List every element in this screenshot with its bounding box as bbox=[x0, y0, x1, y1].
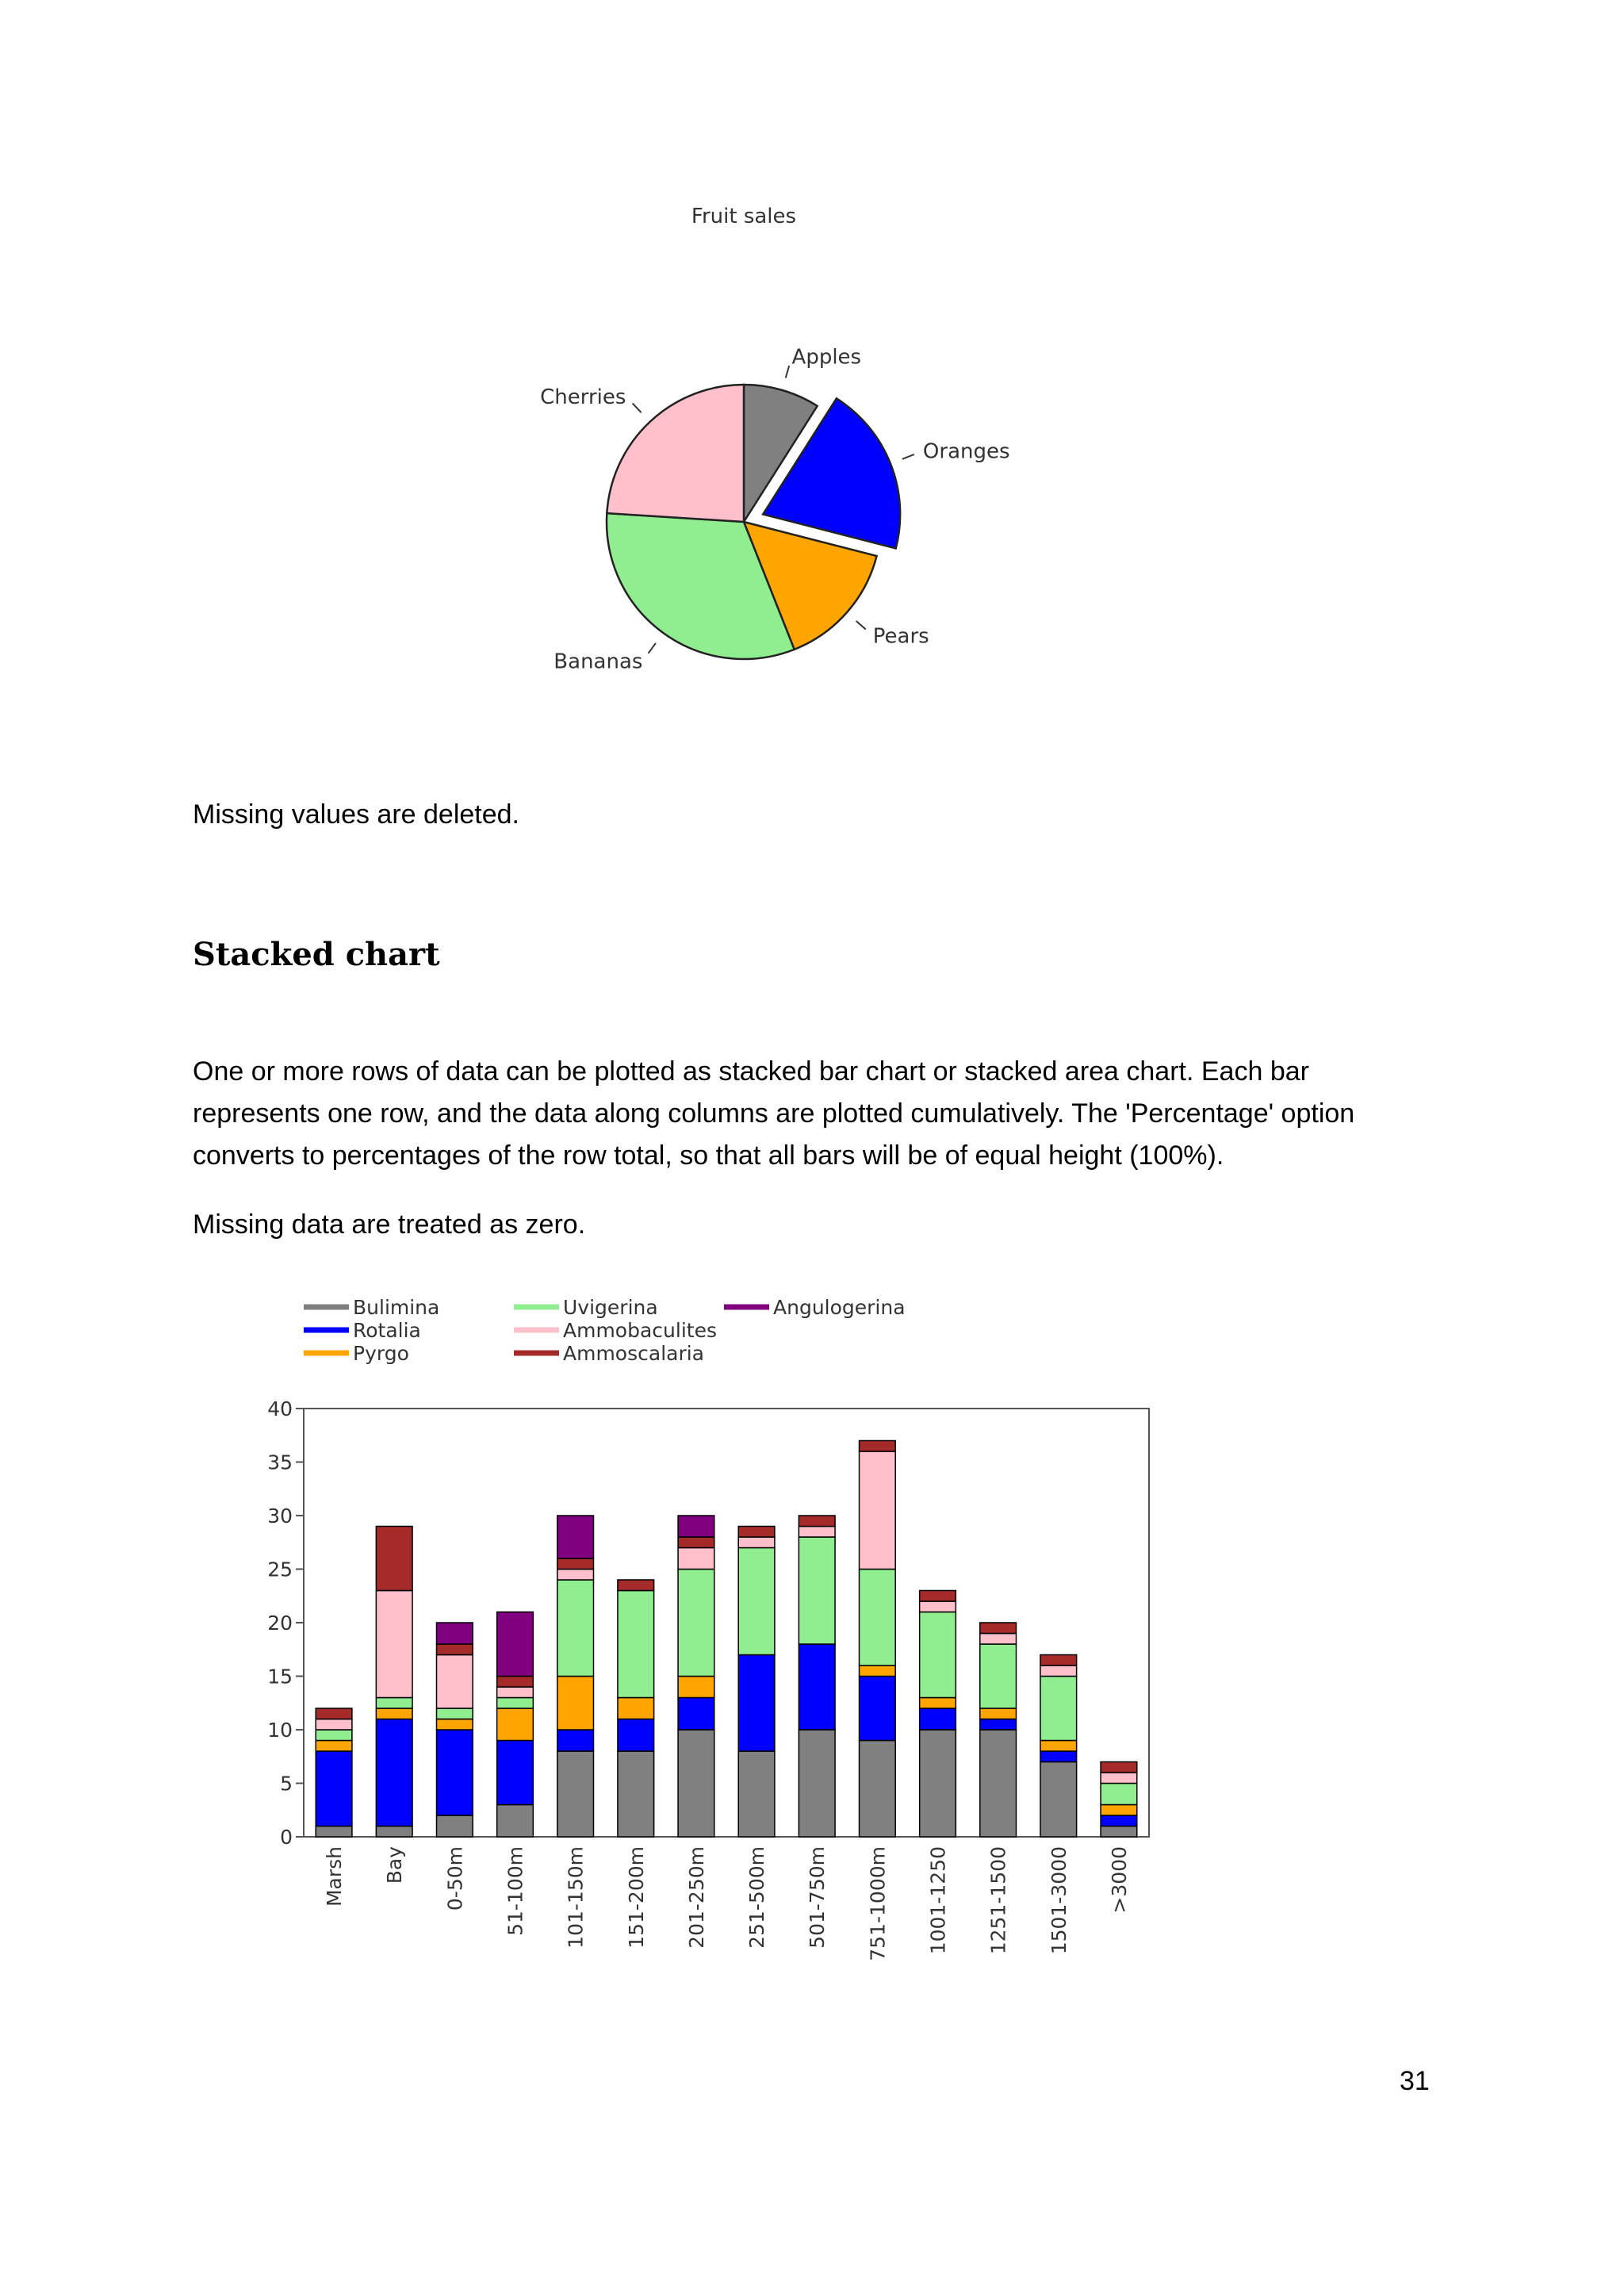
bar-segment-uvigerina bbox=[860, 1570, 896, 1666]
x-tick-label: 751-1000m bbox=[866, 1846, 890, 1961]
bar-segment-rotalia bbox=[316, 1751, 352, 1826]
y-tick-label: 25 bbox=[267, 1558, 293, 1581]
bar-segment-uvigerina bbox=[738, 1548, 775, 1655]
bar-segment-bulimina bbox=[738, 1751, 775, 1837]
paragraph-line: represents one row, and the data along columns are plotted cumulatively. The 'Percentage' option bbox=[193, 1098, 1355, 1129]
bar-segment-uvigerina bbox=[980, 1644, 1017, 1708]
y-tick-label: 10 bbox=[267, 1719, 293, 1742]
bar-segment-uvigerina bbox=[1101, 1784, 1137, 1805]
bar-segment-ammobaculites bbox=[799, 1527, 835, 1538]
bar-segment-ammoscalaria bbox=[437, 1644, 473, 1655]
bar-segment-pyrgo bbox=[1101, 1805, 1137, 1816]
bar-segment-rotalia bbox=[980, 1719, 1017, 1731]
pie-slice-cherries bbox=[607, 385, 744, 522]
bar-segment-ammoscalaria bbox=[557, 1558, 594, 1570]
pie-note: Missing values are deleted. bbox=[193, 799, 520, 830]
pie-leader-line bbox=[649, 643, 656, 654]
bar-segment-rotalia bbox=[1101, 1815, 1137, 1826]
bar-segment-bulimina bbox=[1040, 1762, 1077, 1838]
bar-segment-pyrgo bbox=[920, 1698, 956, 1709]
legend-label-bulimina: Bulimina bbox=[353, 1296, 440, 1319]
bar-segment-bulimina bbox=[678, 1730, 714, 1837]
bar-segment-ammobaculites bbox=[920, 1601, 956, 1612]
bar-segment-bulimina bbox=[799, 1730, 835, 1837]
bar-segment-uvigerina bbox=[618, 1591, 654, 1698]
x-tick-label: 1251-1500 bbox=[986, 1846, 1010, 1955]
bar-segment-ammobaculites bbox=[316, 1719, 352, 1731]
pie-leader-line bbox=[633, 404, 642, 413]
missing-data-note: Missing data are treated as zero. bbox=[193, 1209, 586, 1240]
y-tick-label: 20 bbox=[267, 1612, 293, 1635]
pie-leader-line bbox=[856, 621, 866, 630]
bar-segment-bulimina bbox=[557, 1751, 594, 1837]
pie-label-pears: Pears bbox=[872, 624, 929, 649]
legend-label-angulogerina: Angulogerina bbox=[773, 1296, 906, 1319]
bar-segment-ammobaculites bbox=[497, 1687, 534, 1698]
x-tick-label: 251-500m bbox=[745, 1846, 769, 1949]
pie-label-bananas: Bananas bbox=[553, 650, 643, 674]
bar-segment-ammobaculites bbox=[980, 1634, 1017, 1645]
bar-segment-rotalia bbox=[1040, 1751, 1077, 1762]
page-number: 31 bbox=[1400, 2066, 1430, 2096]
legend-label-rotalia: Rotalia bbox=[353, 1319, 421, 1342]
bar-segment-ammoscalaria bbox=[860, 1441, 896, 1452]
bar-segment-uvigerina bbox=[316, 1730, 352, 1741]
pie-chart-title: Fruit sales bbox=[691, 205, 797, 228]
bar-segment-ammoscalaria bbox=[980, 1623, 1017, 1634]
bar-segment-rotalia bbox=[799, 1644, 835, 1730]
bar-segment-ammobaculites bbox=[1101, 1773, 1137, 1784]
x-tick-label: 1001-1250 bbox=[926, 1846, 950, 1955]
bar-segment-ammoscalaria bbox=[920, 1591, 956, 1602]
bar-segment-uvigerina bbox=[557, 1580, 594, 1677]
bar-segment-uvigerina bbox=[920, 1612, 956, 1698]
x-tick-label: Bay bbox=[383, 1846, 407, 1884]
pie-label-cherries: Cherries bbox=[540, 385, 626, 409]
bar-segment-ammoscalaria bbox=[618, 1580, 654, 1591]
bar-segment-rotalia bbox=[618, 1719, 654, 1752]
bar-segment-ammobaculites bbox=[557, 1570, 594, 1581]
bar-segment-bulimina bbox=[497, 1805, 534, 1838]
x-tick-label: Marsh bbox=[323, 1846, 347, 1907]
pie-label-apples: Apples bbox=[791, 345, 862, 370]
bar-segment-pyrgo bbox=[860, 1665, 896, 1677]
paragraph-line: converts to percentages of the row total, so that all bars will be of equal height (100%). bbox=[193, 1140, 1224, 1171]
bar-segment-bulimina bbox=[1101, 1826, 1137, 1838]
bar-segment-rotalia bbox=[437, 1730, 473, 1815]
stacked-bar-chart bbox=[0, 1269, 1624, 1983]
bar-segment-ammoscalaria bbox=[799, 1516, 835, 1527]
bar-segment-ammoscalaria bbox=[316, 1708, 352, 1719]
bar-segment-pyrgo bbox=[437, 1719, 473, 1731]
pie-leader-line bbox=[786, 366, 789, 378]
bar-segment-angulogerina bbox=[497, 1612, 534, 1677]
bar-segment-uvigerina bbox=[497, 1698, 534, 1709]
bar-segment-pyrgo bbox=[376, 1708, 412, 1719]
y-tick-label: 30 bbox=[267, 1504, 293, 1527]
y-tick-label: 15 bbox=[267, 1665, 293, 1688]
bar-segment-uvigerina bbox=[799, 1537, 835, 1644]
pie-leader-line bbox=[902, 454, 914, 459]
stacked-chart-paragraph bbox=[193, 1051, 1493, 1177]
bar-segment-angulogerina bbox=[557, 1516, 594, 1558]
bar-segment-pyrgo bbox=[678, 1677, 714, 1698]
bar-segment-angulogerina bbox=[678, 1516, 714, 1537]
y-tick-label: 35 bbox=[267, 1451, 293, 1474]
section-heading-stacked-chart: Stacked chart bbox=[193, 936, 440, 973]
x-tick-label: 1501-3000 bbox=[1047, 1846, 1071, 1955]
bar-segment-uvigerina bbox=[1040, 1677, 1077, 1741]
bar-segment-bulimina bbox=[316, 1826, 352, 1838]
x-tick-label: >3000 bbox=[1107, 1846, 1131, 1914]
bar-segment-uvigerina bbox=[437, 1708, 473, 1719]
bar-segment-ammoscalaria bbox=[738, 1527, 775, 1538]
bar-segment-pyrgo bbox=[980, 1708, 1017, 1719]
y-tick-label: 5 bbox=[280, 1772, 293, 1796]
bar-segment-angulogerina bbox=[437, 1623, 473, 1644]
bar-segment-pyrgo bbox=[316, 1741, 352, 1752]
bar-segment-ammoscalaria bbox=[497, 1677, 534, 1688]
bar-segment-ammoscalaria bbox=[678, 1537, 714, 1548]
bar-segment-ammobaculites bbox=[678, 1548, 714, 1570]
bar-segment-rotalia bbox=[860, 1677, 896, 1741]
bar-segment-ammobaculites bbox=[376, 1591, 412, 1698]
bar-segment-bulimina bbox=[437, 1815, 473, 1837]
legend-label-ammoscalaria: Ammoscalaria bbox=[563, 1342, 705, 1365]
x-tick-label: 0-50m bbox=[443, 1846, 467, 1911]
bar-segment-ammoscalaria bbox=[1101, 1762, 1137, 1773]
y-tick-label: 40 bbox=[267, 1397, 293, 1420]
legend-label-pyrgo: Pyrgo bbox=[353, 1342, 409, 1365]
legend-label-uvigerina: Uvigerina bbox=[563, 1296, 658, 1319]
bar-segment-ammoscalaria bbox=[1040, 1655, 1077, 1666]
bar-segment-uvigerina bbox=[376, 1698, 412, 1709]
bar-segment-bulimina bbox=[860, 1741, 896, 1838]
bar-segment-ammobaculites bbox=[738, 1537, 775, 1548]
legend-label-ammobaculites: Ammobaculites bbox=[563, 1319, 717, 1342]
x-tick-label: 51-100m bbox=[504, 1846, 527, 1936]
bar-segment-rotalia bbox=[920, 1708, 956, 1730]
bar-segment-rotalia bbox=[497, 1741, 534, 1805]
x-tick-label: 151-200m bbox=[624, 1846, 648, 1949]
bar-segment-ammobaculites bbox=[437, 1655, 473, 1709]
bar-segment-pyrgo bbox=[618, 1698, 654, 1719]
x-tick-label: 501-750m bbox=[806, 1846, 829, 1949]
paragraph-line: One or more rows of data can be plotted as stacked bar chart or stacked area chart. Each bar bbox=[193, 1056, 1309, 1087]
bar-segment-rotalia bbox=[557, 1730, 594, 1751]
x-tick-label: 101-150m bbox=[564, 1846, 588, 1949]
bar-segment-bulimina bbox=[980, 1730, 1017, 1837]
bar-segment-rotalia bbox=[738, 1655, 775, 1752]
bar-segment-pyrgo bbox=[497, 1708, 534, 1741]
bar-segment-ammobaculites bbox=[860, 1451, 896, 1570]
x-tick-label: 201-250m bbox=[684, 1846, 708, 1949]
plot-frame bbox=[304, 1409, 1149, 1837]
y-tick-label: 0 bbox=[280, 1826, 293, 1849]
bar-segment-pyrgo bbox=[1040, 1741, 1077, 1752]
bar-segment-rotalia bbox=[376, 1719, 412, 1826]
bar-segment-ammobaculites bbox=[1040, 1665, 1077, 1677]
bar-segment-bulimina bbox=[920, 1730, 956, 1837]
pie-label-oranges: Oranges bbox=[922, 439, 1010, 464]
bar-segment-ammoscalaria bbox=[376, 1527, 412, 1591]
bar-segment-uvigerina bbox=[678, 1570, 714, 1677]
pie-chart bbox=[0, 0, 1624, 714]
bar-segment-bulimina bbox=[376, 1826, 412, 1838]
bar-segment-rotalia bbox=[678, 1698, 714, 1731]
bar-segment-bulimina bbox=[618, 1751, 654, 1837]
bar-segment-pyrgo bbox=[557, 1677, 594, 1731]
